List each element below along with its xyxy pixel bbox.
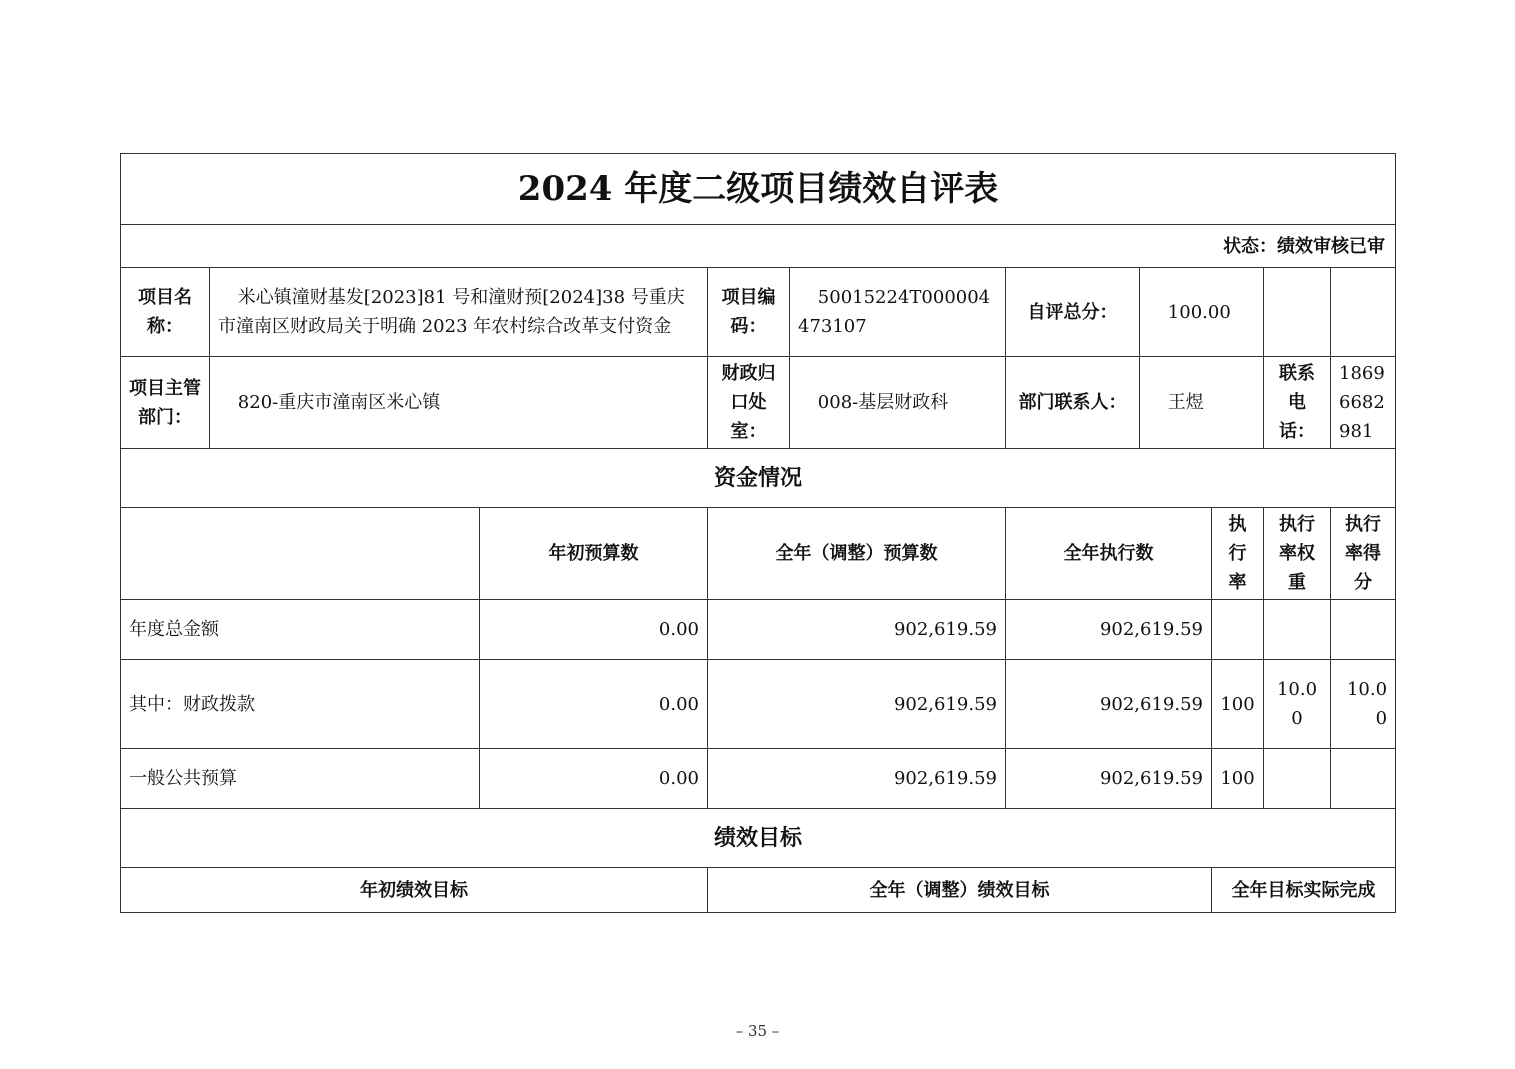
- row-adjusted: 902,619.59: [708, 749, 1006, 809]
- row-initial: 0.00: [480, 749, 708, 809]
- row-score: [1331, 749, 1396, 809]
- row-initial: 0.00: [480, 660, 708, 749]
- row-weight: [1264, 749, 1331, 809]
- row-adjusted: 902,619.59: [708, 600, 1006, 660]
- goals-header-actual: 全年目标实际完成: [1212, 868, 1396, 913]
- page-title: 2024 年度二级项目绩效自评表: [121, 154, 1396, 225]
- row-label: 一般公共预算: [121, 749, 480, 809]
- phone-label: 联系电话：: [1264, 357, 1331, 449]
- dept-label: 项目主管部门：: [121, 357, 210, 449]
- performance-table: [120, 153, 1396, 913]
- finance-office-value: 008-基层财政科: [790, 357, 1006, 449]
- goals-section-title: 绩效目标: [121, 809, 1396, 868]
- contact-label: 部门联系人：: [1006, 357, 1140, 449]
- header-score: 执行率得分: [1331, 508, 1396, 600]
- table-row: [121, 749, 1396, 809]
- project-name-value: 米心镇潼财基发[2023]81 号和潼财预[2024]38 号重庆市潼南区财政局关于明确 2023 年农村综合改革支付资金: [210, 268, 708, 357]
- project-name-label: 项目名称：: [121, 268, 210, 357]
- row-rate: 100: [1212, 749, 1264, 809]
- header-executed: 全年执行数: [1006, 508, 1212, 600]
- row-rate: [1212, 600, 1264, 660]
- header-initial-budget: 年初预算数: [480, 508, 708, 600]
- empty-cell: [1331, 268, 1396, 357]
- row-executed: 902,619.59: [1006, 660, 1212, 749]
- funds-header-blank: [121, 508, 480, 600]
- contact-value: 王煜: [1140, 357, 1264, 449]
- finance-office-label: 财政归口处室：: [708, 357, 790, 449]
- funds-section-title: 资金情况: [121, 449, 1396, 508]
- total-score-value: 100.00: [1140, 268, 1264, 357]
- row-score: 10.00: [1331, 660, 1396, 749]
- row-score: [1331, 600, 1396, 660]
- row-label: 其中：财政拨款: [121, 660, 480, 749]
- row-executed: 902,619.59: [1006, 749, 1212, 809]
- status-badge: 状态：绩效审核已审: [121, 225, 1396, 268]
- dept-value: 820-重庆市潼南区米心镇: [210, 357, 708, 449]
- row-label: 年度总金额: [121, 600, 480, 660]
- row-weight: [1264, 600, 1331, 660]
- goals-header-adjusted: 全年（调整）绩效目标: [708, 868, 1212, 913]
- header-weight: 执行率权重: [1264, 508, 1331, 600]
- table-row: [121, 660, 1396, 749]
- header-rate: 执行率: [1212, 508, 1264, 600]
- goals-header-initial: 年初绩效目标: [121, 868, 708, 913]
- empty-cell: [1264, 268, 1331, 357]
- header-adjusted-budget: 全年（调整）预算数: [708, 508, 1006, 600]
- phone-value: 18696682981: [1331, 357, 1396, 449]
- row-rate: 100: [1212, 660, 1264, 749]
- table-row: [121, 600, 1396, 660]
- page-number: – 35 –: [735, 1022, 780, 1040]
- total-score-label: 自评总分：: [1006, 268, 1140, 357]
- row-weight: 10.00: [1264, 660, 1331, 749]
- project-code-value: 50015224T000004473107: [790, 268, 1006, 357]
- row-executed: 902,619.59: [1006, 600, 1212, 660]
- project-code-label: 项目编码：: [708, 268, 790, 357]
- row-adjusted: 902,619.59: [708, 660, 1006, 749]
- row-initial: 0.00: [480, 600, 708, 660]
